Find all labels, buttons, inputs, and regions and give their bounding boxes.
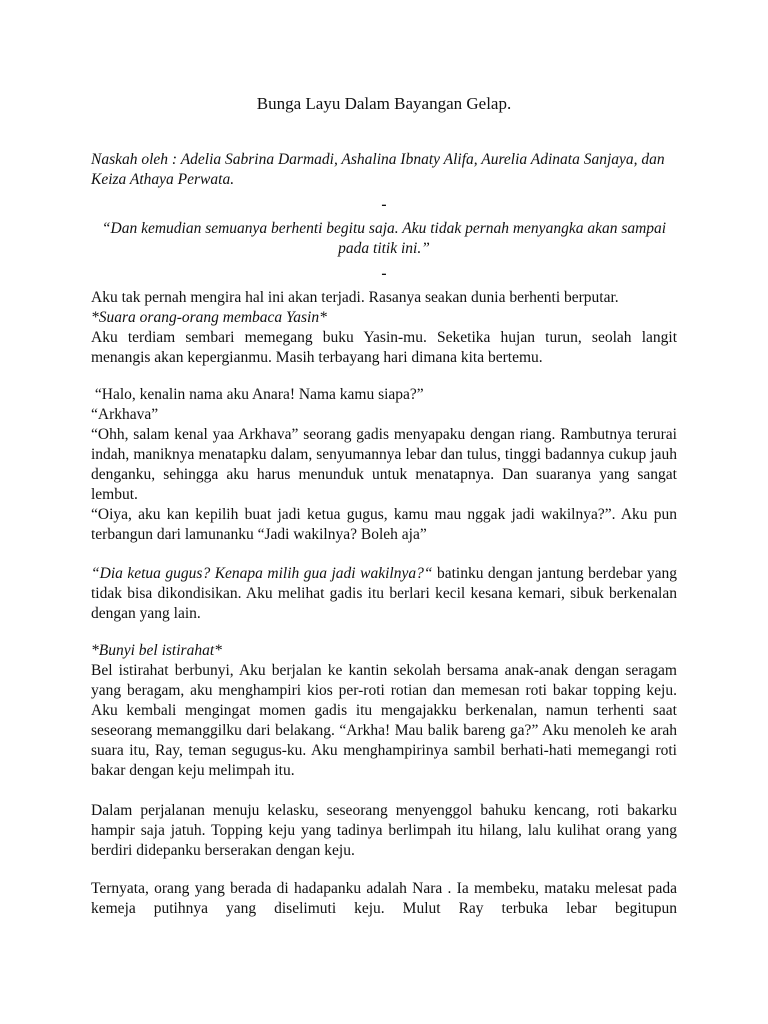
stage-direction-bell: *Bunyi bel istirahat* [91,642,222,659]
dialogue-line: “Oiya, aku kan kepilih buat jadi ketua gugus, kamu mau nggak jadi wakilnya?”. Aku pun terbangun dari lamunanku “Jadi wakilnya? Boleh aja” [91,506,677,543]
dialogue-block [91,385,677,545]
separator-dash-top: - [381,196,387,213]
page-title: Bunga Layu Dalam Bayangan Gelap. [256,94,512,113]
separator-dash-bottom: - [381,265,387,282]
paragraph-text: Aku tak pernah mengira hal ini akan terjadi. Rasanya seakan dunia berhenti berputar. [91,289,619,306]
paragraph-thought [91,564,677,624]
paragraph-walk [91,801,677,861]
paragraph-text [91,564,677,624]
paragraph-text: Bel istirahat berbunyi, Aku berjalan ke kantin sekolah bersama anak-anak dengan seragam yang beragam, aku menghampiri kios per-roti rotian dan memesan roti bakar topping keju. Aku kembali mengingat momen gadis itu mengajakku berkenalan, namun terhenti saat seseorang memanggilku dari belakang. “Arkha! Mau balik bareng ga?” Aku menoleh ke arah suara itu, Ray, teman segugus-ku. Aku menghampirinya sambil berhati-hati memegangi roti bakar dengan keju melimpah itu. [91,662,677,779]
dialogue-line: “Halo, kenalin nama aku Anara! Nama kamu siapa?” [91,386,424,403]
inner-thought: “Dia ketua gugus? Kenapa milih gua jadi wakilnya?“ [91,565,433,582]
opening-quote: “Dan kemudian semuanya berhenti begitu saja. Aku tidak pernah menyangka akan sampai pada titik ini.” [101,220,667,257]
paragraph-text: Dalam perjalanan menuju kelasku, seseorang menyenggol bahuku kencang, roti bakarku hampir saja jatuh. Topping keju yang tadinya berlimpah itu hilang, lalu kulihat orang yang berdiri didepanku berserakan dengan keju. [91,802,677,859]
dialogue-line: “Arkhava” [91,406,159,423]
paragraph-bell [91,641,677,781]
paragraph-last [91,879,677,919]
thought-continuation: batinku dengan jantung berdebar yang tidak bisa dikondisikan. Aku melihat gadis itu berlari kecil kesana kemari, sibuk berkenalan dengan yang lain. [91,565,677,622]
paragraph-text: Ternyata, orang yang berada di hadapanku adalah Nara . Ia membeku, mataku melesat pada kemeja putihnya yang diselimuti keju. Mulut Ray terbuka lebar begitupun [91,880,677,917]
paragraph-opening [91,288,677,368]
dialogue-line: “Ohh, salam kenal yaa Arkhava” seorang gadis menyapaku dengan riang. Rambutnya terurai indah, maniknya menatapku dalam, senyumannya lebar dan tulus, tinggi badannya cukup jauh denganku, sehingga aku harus menunduk untuk menatapnya. Dan suaranya yang sangat lembut. [91,426,677,503]
paragraph-text: Aku terdiam sembari memegang buku Yasin-mu. Seketika hujan turun, seolah langit menangis akan kepergianmu. Masih terbayang hari dimana kita bertemu. [91,329,677,366]
author-credits: Naskah oleh : Adelia Sabrina Darmadi, Ashalina Ibnaty Alifa, Aurelia Adinata Sanjaya, dan Keiza Athaya Perwata. [91,151,665,188]
stage-direction-yasin: *Suara orang-orang membaca Yasin* [91,309,327,326]
